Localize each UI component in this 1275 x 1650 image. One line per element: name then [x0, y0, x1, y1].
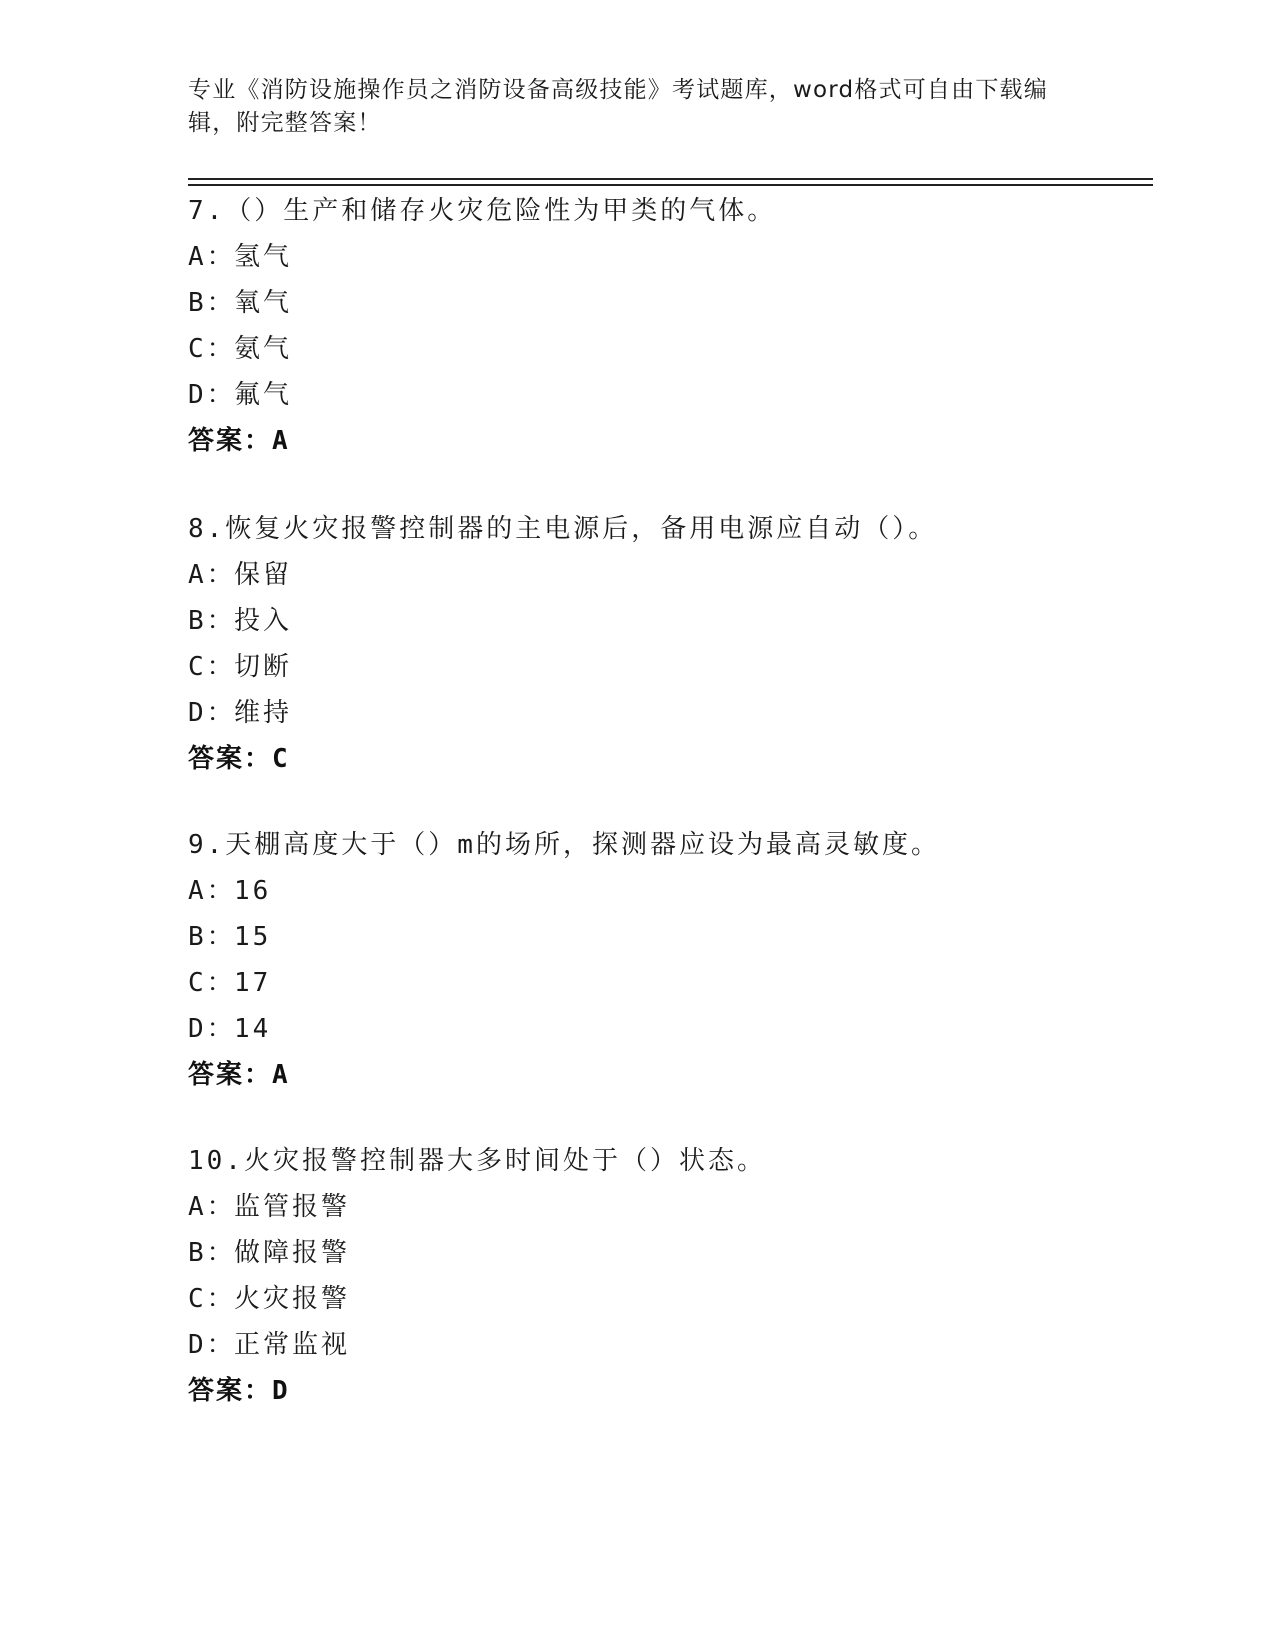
answer	[188, 1052, 1148, 1098]
option-d	[188, 372, 1148, 418]
option-a	[188, 234, 1148, 280]
header-divider-top	[188, 178, 1153, 180]
option-text: 14	[234, 1014, 272, 1044]
option-text: 氨气	[234, 334, 293, 364]
question-10	[188, 1138, 1148, 1414]
option-b	[188, 280, 1148, 326]
question-7	[188, 188, 1148, 464]
option-b	[188, 914, 1148, 960]
option-key: D：	[188, 1014, 236, 1044]
option-text: 15	[234, 922, 272, 952]
header-divider-bottom	[188, 184, 1153, 186]
option-key: B：	[188, 922, 236, 952]
option-key: C：	[188, 1284, 236, 1314]
answer-label: 答案：	[188, 1376, 273, 1406]
option-text: 保留	[234, 560, 293, 590]
option-key: B：	[188, 288, 236, 318]
option-key: C：	[188, 334, 236, 364]
option-a	[188, 868, 1148, 914]
option-c	[188, 960, 1148, 1006]
option-key: D：	[188, 1330, 236, 1360]
option-key: A：	[188, 560, 236, 590]
answer-value: A	[272, 1060, 290, 1090]
option-b	[188, 1230, 1148, 1276]
answer	[188, 736, 1148, 782]
option-key: A：	[188, 242, 236, 272]
question-8	[188, 506, 1148, 782]
question-title: 9.天棚高度大于（）m的场所，探测器应设为最高灵敏度。	[188, 830, 940, 860]
option-text: 切断	[234, 652, 293, 682]
answer-value: D	[272, 1376, 290, 1406]
answer-value: A	[272, 426, 290, 456]
question-9	[188, 822, 1148, 1098]
option-text: 做障报警	[234, 1238, 351, 1268]
option-text: 16	[234, 876, 272, 906]
document-header	[188, 74, 1068, 140]
option-text: 监管报警	[234, 1192, 351, 1222]
option-text: 氢气	[234, 242, 293, 272]
option-c	[188, 1276, 1148, 1322]
option-c	[188, 326, 1148, 372]
option-d	[188, 1006, 1148, 1052]
header-line-2: 辑，附完整答案！	[188, 110, 382, 136]
option-text: 维持	[234, 698, 293, 728]
option-d	[188, 1322, 1148, 1368]
option-key: A：	[188, 1192, 236, 1222]
option-text: 17	[234, 968, 272, 998]
question-title: 10.火灾报警控制器大多时间处于（）状态。	[188, 1146, 766, 1176]
option-key: C：	[188, 652, 236, 682]
answer-label: 答案：	[188, 744, 273, 774]
option-text: 投入	[234, 606, 293, 636]
answer	[188, 418, 1148, 464]
option-key: D：	[188, 380, 236, 410]
option-key: D：	[188, 698, 236, 728]
question-title: 7.（）生产和储存火灾危险性为甲类的气体。	[188, 196, 777, 226]
option-b	[188, 598, 1148, 644]
option-c	[188, 644, 1148, 690]
header-line-1: 专业《消防设施操作员之消防设备高级技能》考试题库，word格式可自由下载编	[188, 77, 1048, 103]
answer	[188, 1368, 1148, 1414]
option-d	[188, 690, 1148, 736]
option-key: C：	[188, 968, 236, 998]
answer-label: 答案：	[188, 426, 273, 456]
question-title: 8.恢复火灾报警控制器的主电源后，备用电源应自动（）。	[188, 514, 938, 544]
option-key: B：	[188, 606, 236, 636]
option-key: A：	[188, 876, 236, 906]
option-a	[188, 552, 1148, 598]
option-text: 氧气	[234, 288, 293, 318]
option-a	[188, 1184, 1148, 1230]
option-text: 火灾报警	[234, 1284, 351, 1314]
option-key: B：	[188, 1238, 236, 1268]
answer-value: C	[272, 744, 290, 774]
answer-label: 答案：	[188, 1060, 273, 1090]
option-text: 正常监视	[234, 1330, 351, 1360]
option-text: 氟气	[234, 380, 293, 410]
